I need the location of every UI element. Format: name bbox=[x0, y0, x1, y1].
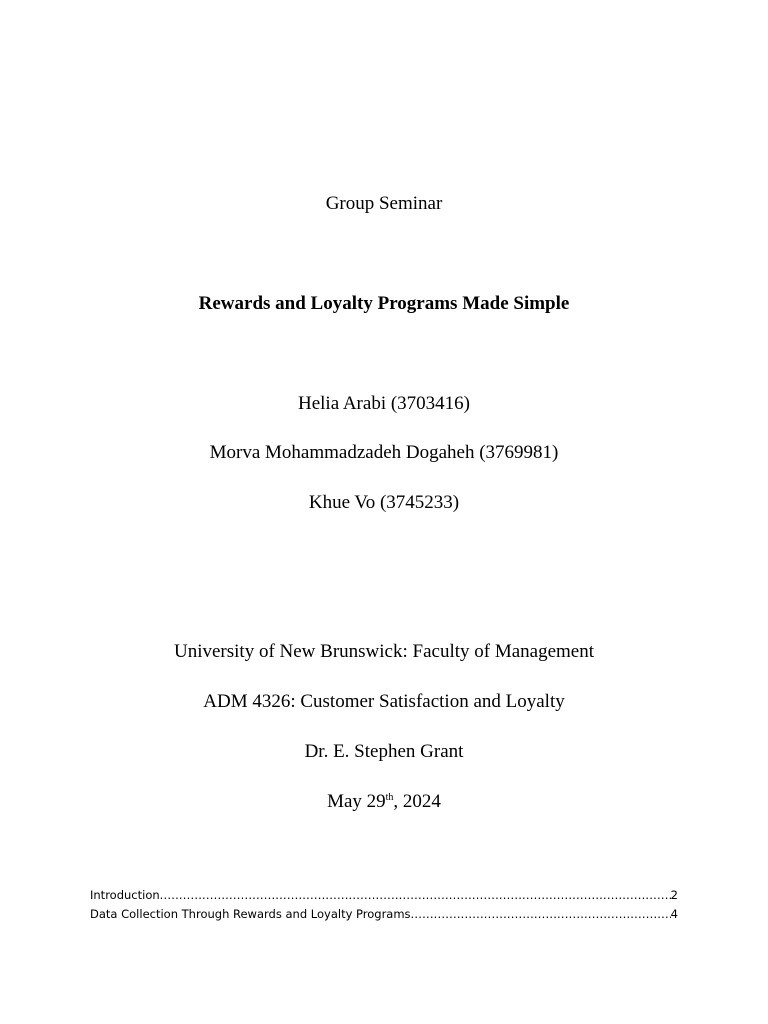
document-title: Rewards and Loyalty Programs Made Simple bbox=[198, 293, 570, 314]
toc-dot-leader bbox=[160, 888, 671, 902]
toc-entry-data-collection[interactable] bbox=[90, 907, 678, 921]
course-name: ADM 4326: Customer Satisfaction and Loyalty bbox=[203, 691, 565, 712]
toc-entry-introduction[interactable] bbox=[90, 888, 678, 902]
instructor: Dr. E. Stephen Grant bbox=[304, 741, 464, 762]
toc-entry-page: 2 bbox=[670, 888, 678, 902]
author-3: Khue Vo (3745233) bbox=[308, 492, 460, 513]
institution: University of New Brunswick: Faculty of Management bbox=[173, 641, 595, 662]
date-suffix: , 2024 bbox=[393, 791, 441, 812]
toc-entry-label: Data Collection Through Rewards and Loyalty Programs bbox=[90, 907, 411, 921]
author-1: Helia Arabi (3703416) bbox=[297, 393, 470, 414]
toc-entry-label: Introduction bbox=[90, 888, 160, 902]
submission-date bbox=[0, 790, 768, 814]
date-ordinal: th bbox=[385, 792, 394, 803]
toc-dot-leader bbox=[411, 907, 671, 921]
seminar-type: Group Seminar bbox=[325, 193, 443, 214]
author-2: Morva Mohammadzadeh Dogaheh (3769981) bbox=[209, 442, 559, 463]
date-prefix: May 29 bbox=[327, 791, 386, 812]
toc-entry-page: 4 bbox=[670, 907, 678, 921]
